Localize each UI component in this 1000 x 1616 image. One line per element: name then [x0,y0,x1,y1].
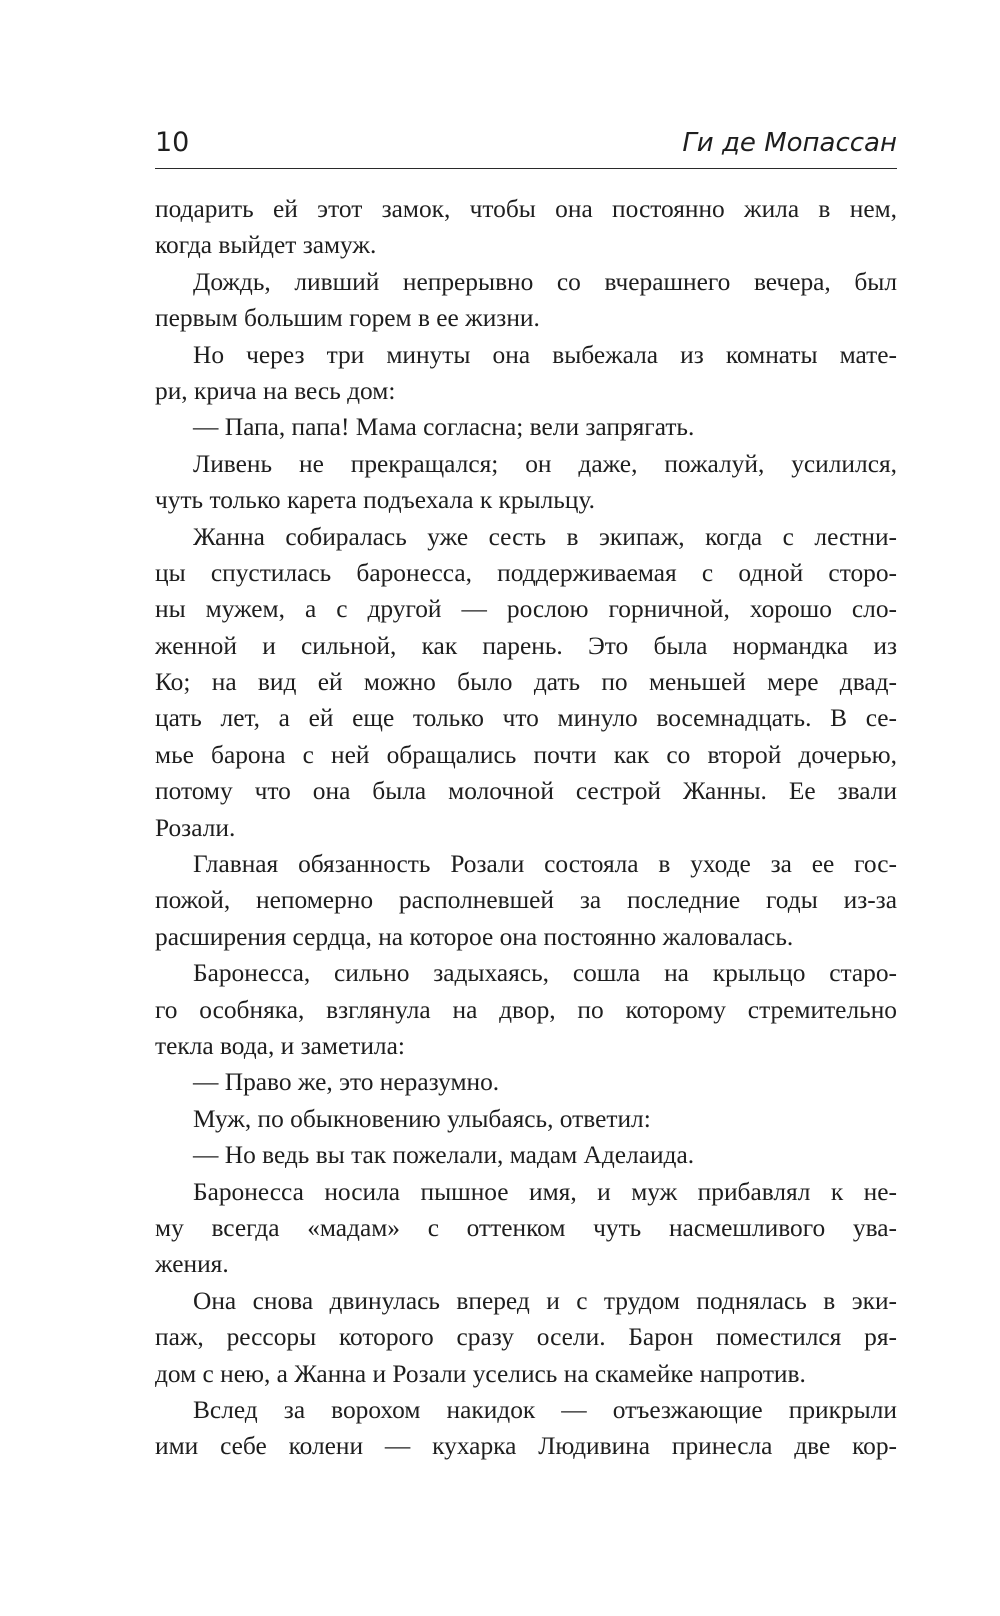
paragraph [155,1283,897,1392]
text-line: расширения сердца, на которое она постоянно жаловалась. [155,922,794,951]
text-line: Ко; на вид ей можно было дать по меньшей мере двад- [155,668,897,697]
text-line: подарить ей этот замок, чтобы она постоянно жила в нем, [155,195,897,223]
text-line: текла вода, и заметила: [155,1031,405,1060]
text-line: Жанна собиралась уже сесть в экипаж, когда с лестни- [193,522,897,551]
paragraph [155,1101,897,1137]
text-line: Она снова двинулась вперед и с трудом поднялась в эки- [193,1286,897,1315]
paragraph [155,446,897,519]
paragraph [155,337,897,410]
text-line: — Но ведь вы так пожелали, мадам Аделаида. [193,1141,695,1170]
body-text [155,191,897,1465]
text-line: ими себе колени — кухарка Людивина принесла две кор- [155,1432,897,1461]
text-line: Главная обязанность Розали состояла в уходе за ее гос- [193,850,897,879]
paragraph [155,519,897,847]
paragraph [155,1064,897,1100]
paragraph [155,1392,897,1465]
text-line: му всегда «мадам» с оттенком чуть насмешливого ува- [155,1213,897,1242]
text-line: мье барона с ней обращались почти как со второй дочерью, [155,740,897,769]
text-line: цы спустилась баронесса, поддерживаемая с одной сторо- [155,558,897,587]
paragraph [155,846,897,955]
page-number: 10 [155,127,190,158]
paragraph [155,1137,897,1173]
text-line: Муж, по обыкновению улыбаясь, ответил: [193,1104,651,1133]
text-line: Дождь, ливший непрерывно со вчерашнего вечера, был [193,267,897,296]
text-line: когда выйдет замуж. [155,231,377,260]
text-line: жения. [155,1250,229,1279]
text-line: го особняка, взглянула на двор, по которому стремительно [155,995,897,1024]
text-line: женной и сильной, как парень. Это была нормандка из [155,631,897,660]
text-line: потому что она была молочной сестрой Жанны. Ее звали [155,777,897,806]
text-line: пожой, непомерно располневшей за последние годы из-за [155,886,897,915]
text-line: Вслед за ворохом накидок — отъезжающие прикрыли [193,1395,897,1424]
text-line: цать лет, а ей еще только что минуло восемнадцать. В се- [155,704,897,733]
text-line: паж, рессоры которого сразу осели. Барон поместился ря- [155,1323,897,1352]
paragraph [155,191,897,264]
page-header [155,124,897,169]
text-line: ри, крича на весь дом: [155,376,396,405]
paragraph [155,955,897,1064]
paragraph [155,264,897,337]
text-line: — Папа, папа! Мама согласна; вели запрягать. [193,413,695,442]
text-line: Баронесса, сильно задыхаясь, сошла на крыльцо старо- [193,959,897,988]
text-line: дом с нею, а Жанна и Розали уселись на скамейке напротив. [155,1359,806,1388]
paragraph [155,409,897,445]
text-line: первым большим горем в ее жизни. [155,304,540,333]
text-line: ны мужем, а с другой — рослою горничной, хорошо сло- [155,595,897,624]
running-head-author: Ги де Мопассан [682,128,897,158]
text-line: чуть только карета подъехала к крыльцу. [155,486,595,515]
text-line: — Право же, это неразумно. [193,1068,500,1097]
text-line: Ливень не прекращался; он даже, пожалуй, усилился, [193,449,897,478]
paragraph [155,1174,897,1283]
text-line: Розали. [155,813,236,842]
text-line: Но через три минуты она выбежала из комнаты мате- [193,340,897,369]
text-line: Баронесса носила пышное имя, и муж прибавлял к не- [193,1177,897,1206]
